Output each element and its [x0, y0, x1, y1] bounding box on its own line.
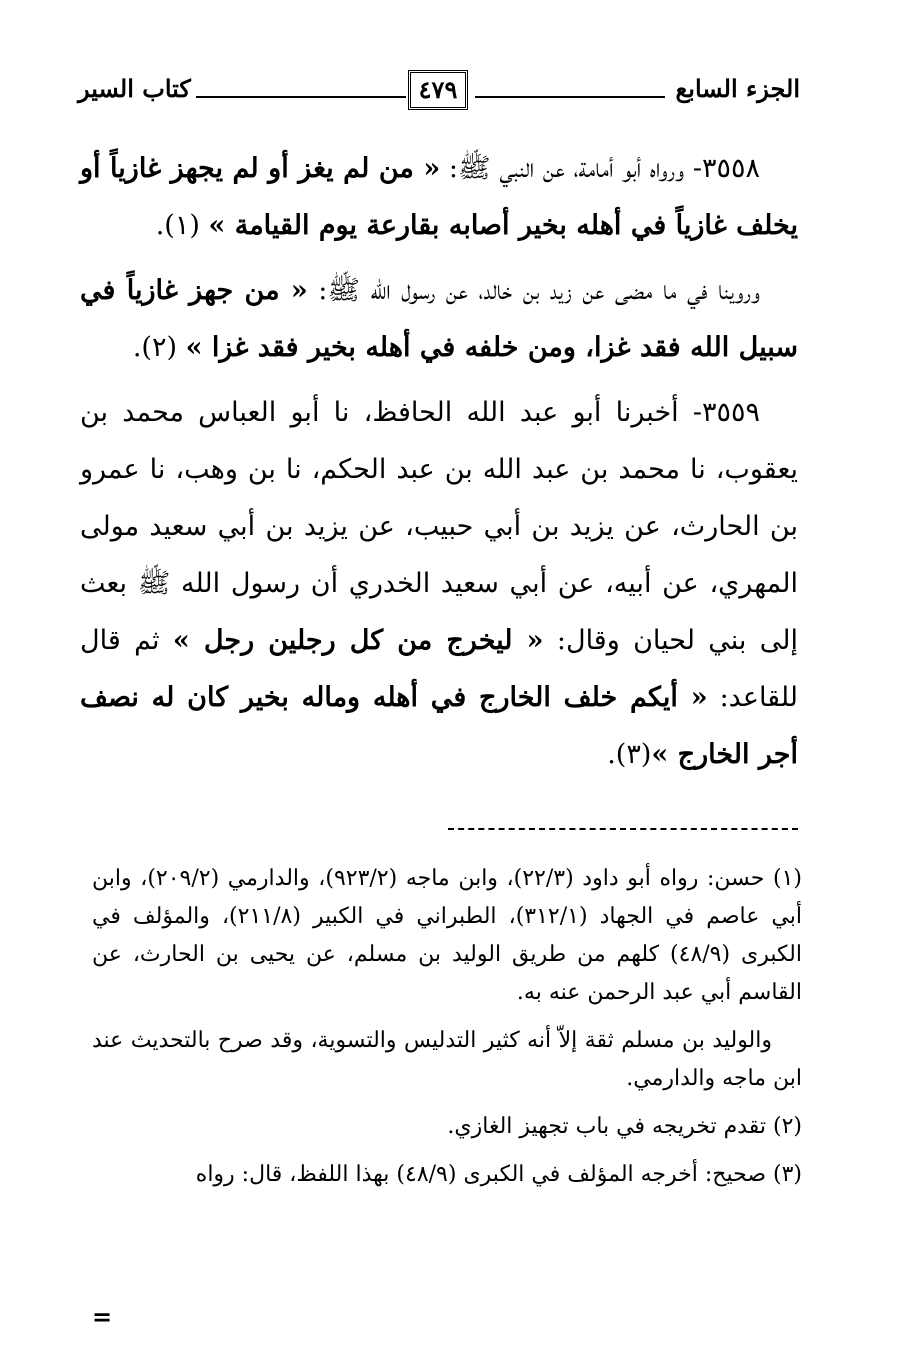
- hadith-3559-quote-1: « ليخرج من كل رجلين رجل »: [172, 625, 544, 656]
- hadith-3559-mid: ثم قال للقاعد:: [80, 625, 798, 713]
- footnote-ref-3: (٣).: [607, 739, 652, 770]
- hadith-3558-quote: « من لم يغز أو لم يجهز غازياً أو يخلف غازياً في أهله بخير أصابه بقارعة يوم القيامة »: [80, 153, 798, 241]
- footnote-3: (٣) صحيح: أخرجه المؤلف في الكبرى (٤٨/٩) بهذا اللفظ، قال: رواه: [195, 1162, 802, 1187]
- footnote-ref-2: (٢).: [132, 332, 186, 363]
- header-rule-left: [196, 96, 406, 98]
- book-title: كتاب السير: [78, 74, 191, 103]
- footnote-1-note: والوليد بن مسلم ثقة إلاّ أنه كثير التدليس والتسوية، وقد صرح بالتحديث عند ابن ماجه والدارمي.: [92, 1028, 802, 1091]
- footnote-separator: [448, 828, 798, 830]
- hadith-zaid-text: وروينا في ما مضى عن زيد بن خالد، عن رسول الله ﷺ:: [307, 275, 760, 306]
- main-text: [80, 140, 798, 791]
- paragraph-hadith-3558: [80, 140, 798, 254]
- page-number: ٤٧٩: [408, 70, 468, 110]
- footnote-1: (١) حسن: رواه أبو داود (٢٢/٣)، وابن ماجه (٩٢٣/٢)، والدارمي (٢٠٩/٢)، وابن أبي عاصم في الجهاد (٣١٢/١)، الطبراني في الكبير (٢١١/٨)، والمؤلف في الكبرى (٤٨/٩) كلهم من طريق الوليد بن مسلم، عن يحيى بن الحارث، عن القاسم أبي عبد الرحمن عنه به.: [92, 866, 803, 1005]
- hadith-zaid-quote: « من جهز غازياً في سبيل الله فقد غزا، ومن خلفه في أهله بخير فقد غزا »: [80, 275, 798, 363]
- hadith-3559-text: ٣٥٥٩- أخبرنا أبو عبد الله الحافظ، نا أبو العباس محمد بن يعقوب، نا محمد بن عبد الله بن عبد الحكم، نا بن وهب، نا عمرو بن الحارث، عن يزيد بن أبي حبيب، عن يزيد بن أبي سعيد مولى المهري، عن أبيه، عن أبي سعيد الخدري أن رسول الله ﷺ بعث إلى بني لحيان وقال:: [80, 397, 798, 656]
- header-rule-right: [475, 96, 665, 98]
- page-header: [78, 70, 800, 120]
- footnote-ref-1: (١).: [155, 210, 209, 241]
- hadith-3559-quote-2: « أيكم خلف الخارج في أهله وماله بخير كان له نصف أجر الخارج »: [80, 682, 798, 770]
- hadith-3558-text: ٣٥٥٨- ورواه أبو أمامة، عن النبي ﷺ:: [440, 153, 760, 184]
- paragraph-hadith-zaid: [80, 262, 798, 376]
- paragraph-hadith-3559: [80, 384, 798, 783]
- volume-title: الجزء السابع: [675, 74, 800, 103]
- footnote-2: (٢) تقدم تخريجه في باب تجهيز الغازي.: [447, 1114, 802, 1139]
- continuation-mark: =: [92, 1302, 113, 1331]
- footnotes: [92, 860, 802, 1204]
